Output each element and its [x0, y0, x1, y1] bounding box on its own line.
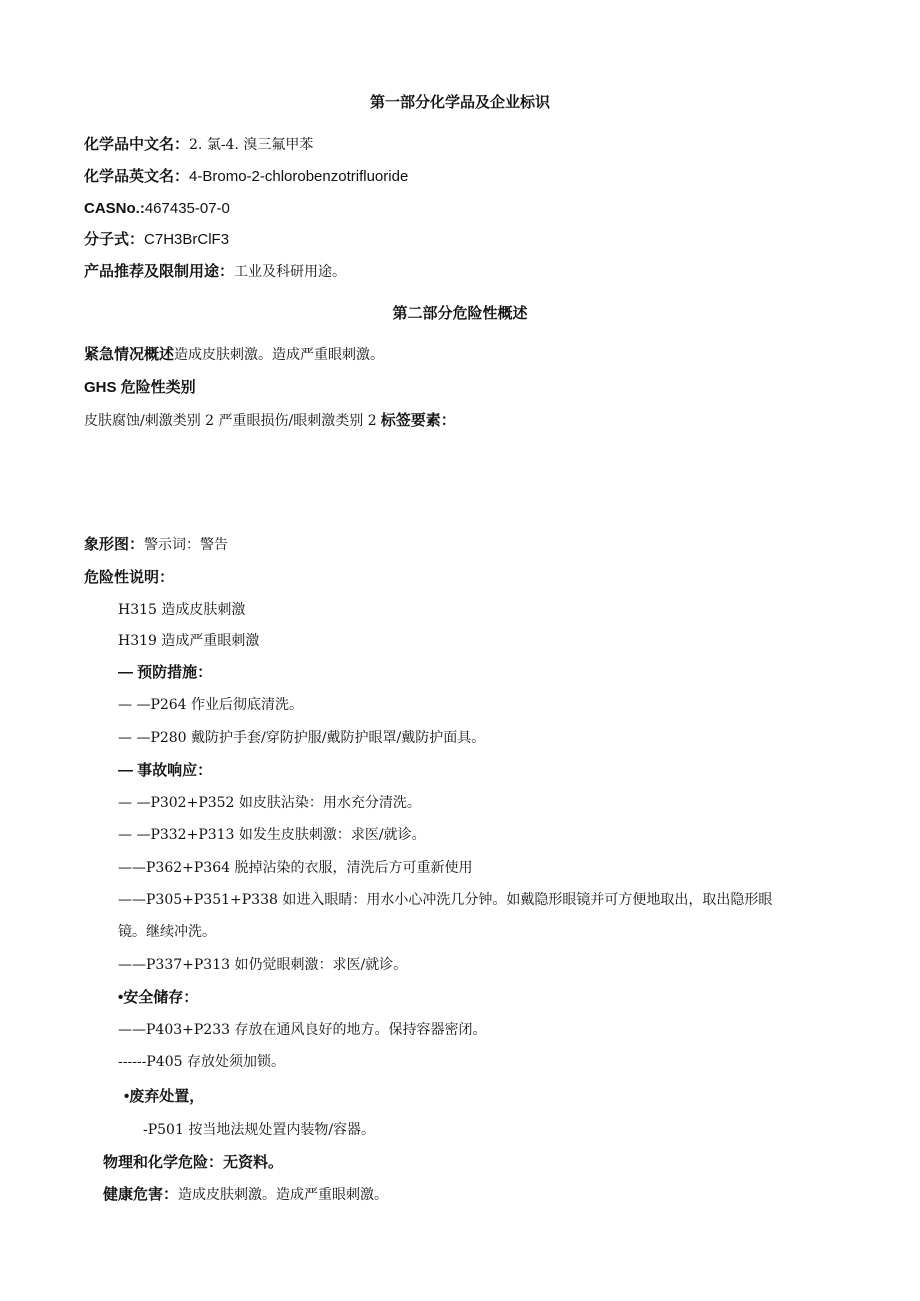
- formula-label: 分子式：: [84, 231, 145, 248]
- health-hazards-value: 造成皮肤刺激。造成严重眼刺激。: [178, 1187, 389, 1203]
- p280-statement: — —P280 戴防护手套/穿防护服/戴防护眼罩/戴防护面具。: [118, 730, 486, 746]
- hazard-statements-heading: 危险性说明：: [84, 569, 175, 586]
- section2-title: 第二部分危险性概述: [392, 305, 528, 322]
- pictogram-label: 象形图：: [84, 536, 145, 553]
- h315-statement: H315 造成皮肤刺激: [118, 602, 246, 618]
- p405-statement: ------P405 存放处须加锁。: [118, 1054, 285, 1070]
- ghs-heading: GHS 危险性类别: [84, 379, 196, 396]
- signal-word: 警示词：警告: [144, 537, 229, 553]
- section1-title: 第一部分化学品及企业标识: [369, 94, 550, 111]
- p337-statement: ——P337+P313 如仍觉眼刺激：求医/就诊。: [118, 957, 408, 973]
- p302-statement: — —P302+P352 如皮肤沾染：用水充分清洗。: [118, 795, 421, 811]
- chinese-name-row: [84, 135, 313, 155]
- ghs-category-value: 皮肤腐蚀/刺激类别 2 严重眼损伤/眼刺激类别 2: [84, 413, 377, 429]
- use-value: 工业及科研用途。: [234, 264, 347, 280]
- pictogram-row: [84, 535, 228, 555]
- ghs-category-row: [84, 411, 456, 431]
- p264-statement: — —P264 作业后彻底清洗。: [118, 697, 304, 713]
- h319-statement: H319 造成严重眼刺激: [118, 633, 260, 649]
- disposal-heading: •废弃处置，: [124, 1088, 205, 1105]
- cas-value: 467435-07-0: [144, 200, 230, 217]
- storage-heading: •安全储存：: [118, 989, 199, 1006]
- use-label: 产品推荐及限制用途：: [84, 263, 235, 280]
- response-heading: — 事故响应：: [118, 762, 213, 779]
- english-name-value: 4-Bromo-2-chlorobenzotrifluoride: [189, 168, 409, 185]
- p305-statement-continued: 镜。继续冲洗。: [118, 924, 216, 940]
- p332-statement: — —P332+P313 如发生皮肤刺激：求医/就诊。: [118, 827, 426, 843]
- p305-statement: ——P305+P351+P338 如进入眼睛：用水小心冲洗几分钟。如戴隐形眼镜并可方便地取出，取出隐形眼: [118, 892, 773, 908]
- english-name-label: 化学品英文名：: [84, 168, 190, 185]
- health-hazards-label: 健康危害：: [103, 1186, 179, 1203]
- physical-chemical-hazards: 物理和化学危险：无资料。: [103, 1154, 284, 1171]
- prevention-heading: — 预防措施：: [118, 664, 213, 681]
- p403-statement: ——P403+P233 存放在通风良好的地方。保持容器密闭。: [118, 1022, 487, 1038]
- p362-statement: ——P362+P364 脱掉沾染的衣服，清洗后方可重新使用: [118, 860, 473, 876]
- formula-value: C7H3BrClF3: [144, 231, 230, 248]
- p501-statement: -P501 按当地法规处置内装物/容器。: [143, 1122, 376, 1138]
- formula-row: [84, 230, 229, 250]
- english-name-row: [84, 167, 408, 187]
- label-elements-heading: 标签要素：: [380, 412, 456, 429]
- emergency-value: 造成皮肤刺激。造成严重眼刺激。: [174, 347, 385, 363]
- chinese-name-label: 化学品中文名：: [84, 136, 190, 153]
- emergency-label: 紧急情况概述: [84, 346, 175, 363]
- cas-label: CASNo.:: [84, 200, 145, 217]
- use-row: [84, 262, 346, 282]
- emergency-row: [84, 345, 384, 365]
- health-hazards-row: [103, 1185, 388, 1205]
- chinese-name-value: 2. 氯-4. 溴三氟甲苯: [189, 137, 314, 153]
- cas-row: [84, 199, 230, 219]
